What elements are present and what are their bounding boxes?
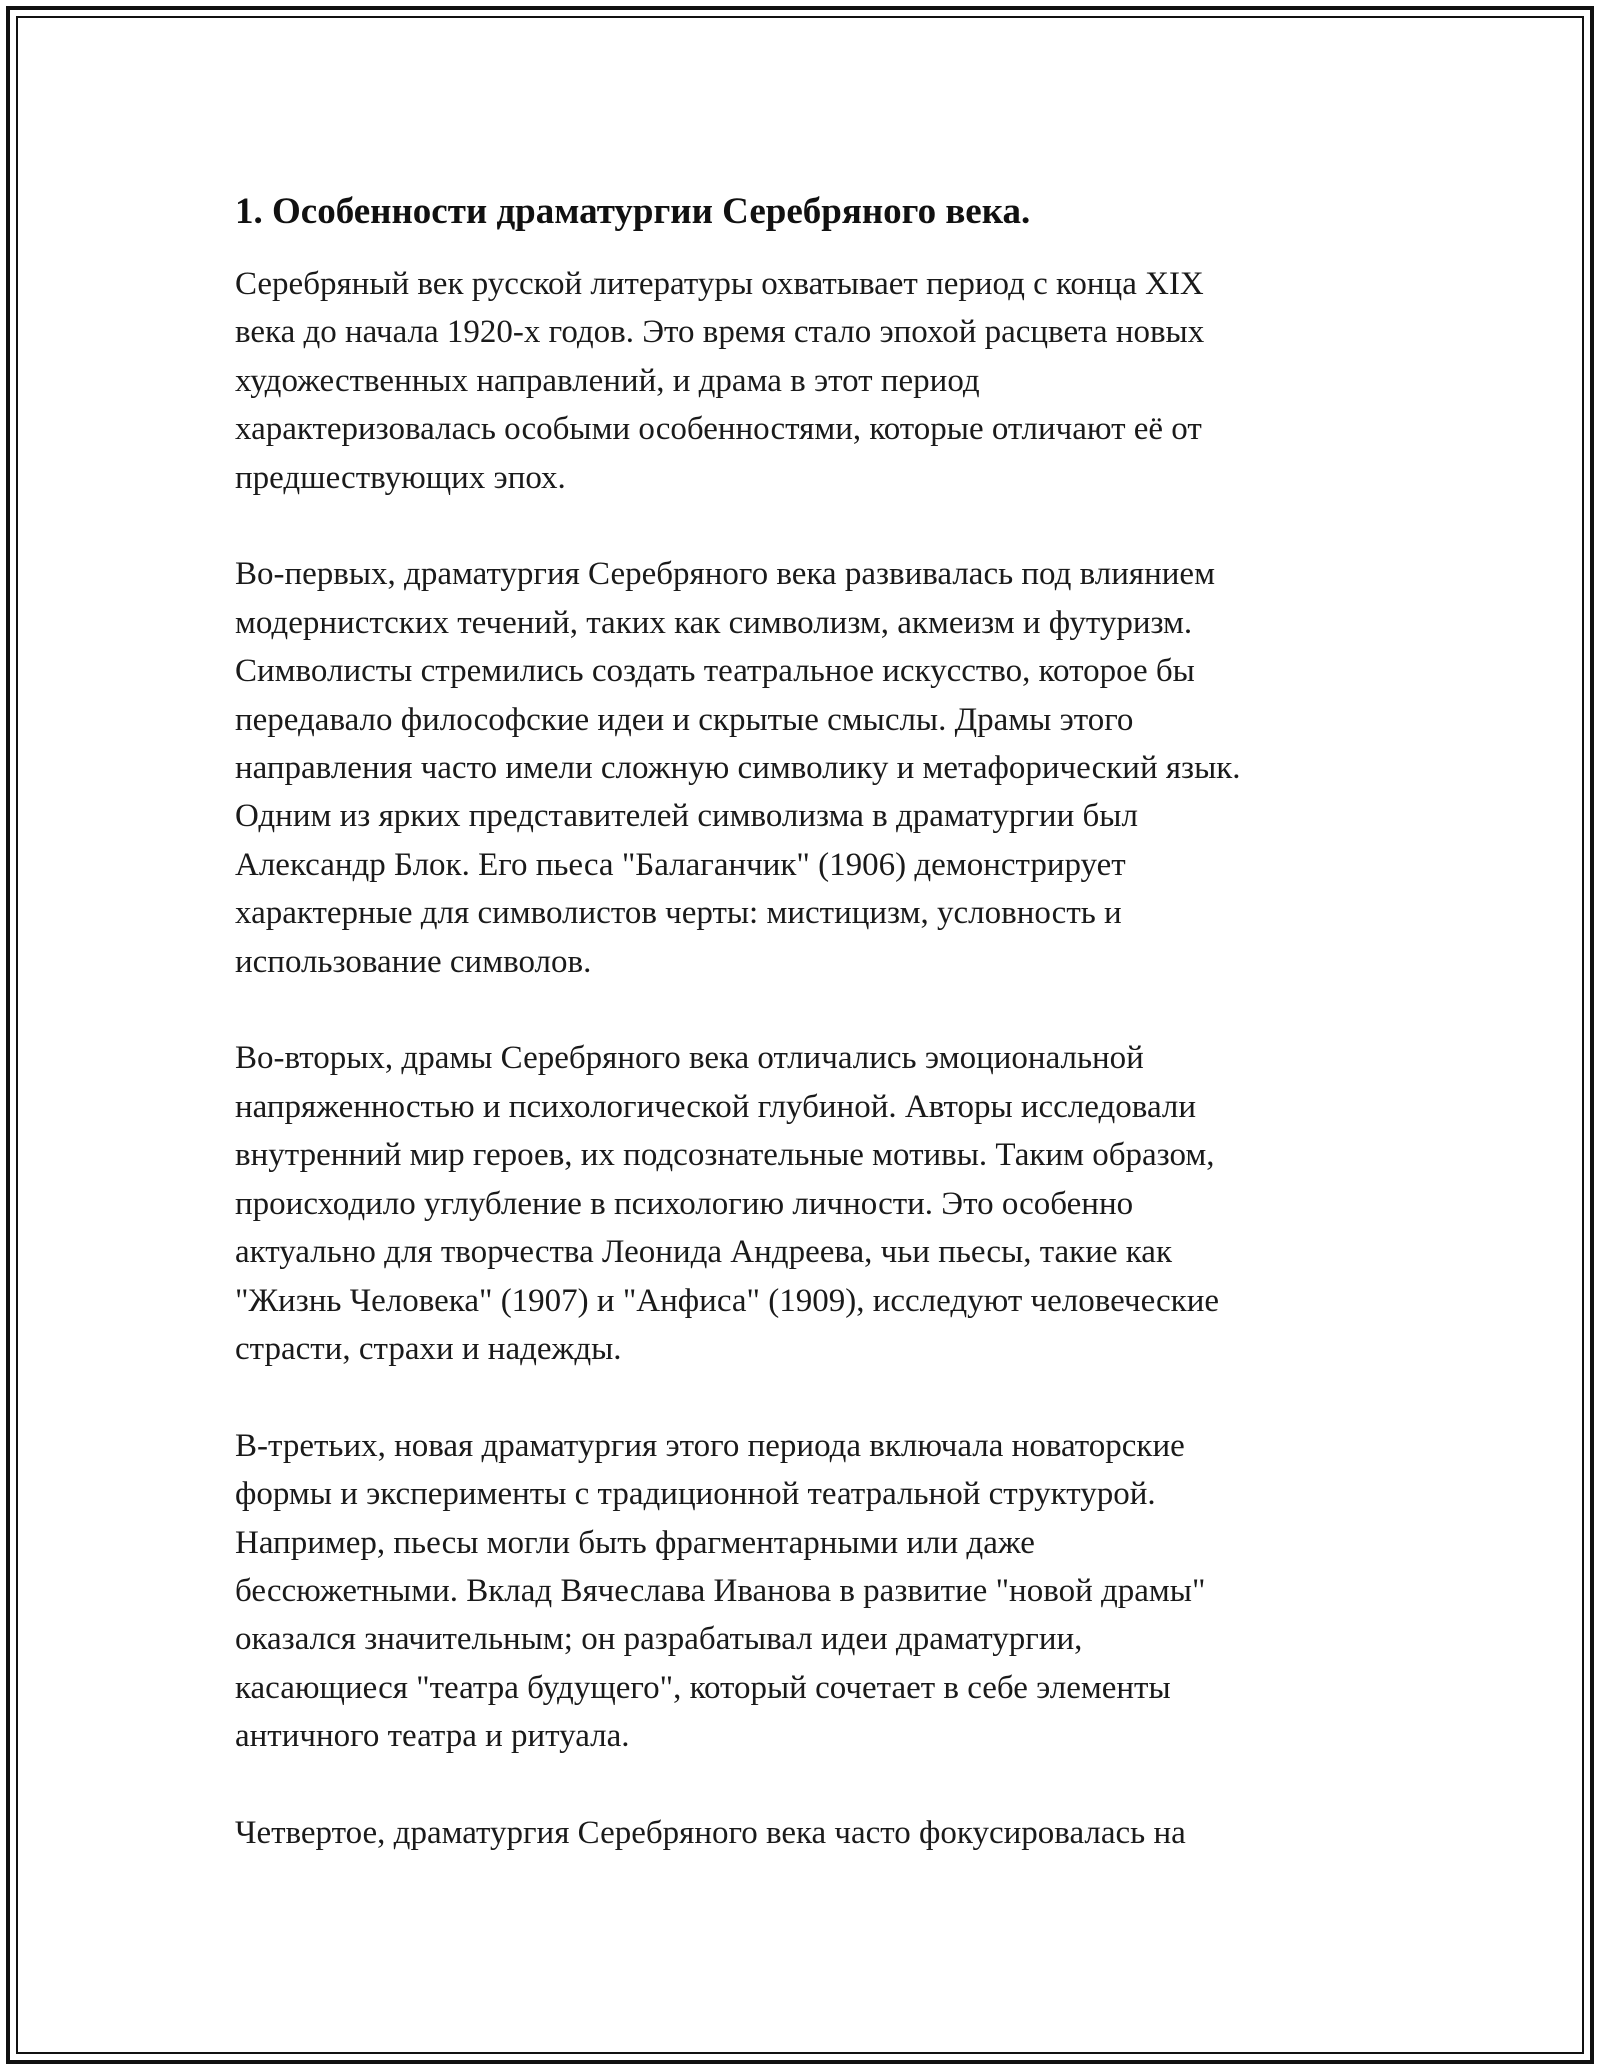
text-line: формы и эксперименты с традиционной театральной структурой.	[235, 1476, 1156, 1513]
text-line: художественных направлений, и драма в этот период	[235, 362, 980, 399]
text-line: касающиеся "театра будущего", который сочетает в себе элементы	[235, 1669, 1171, 1706]
text-line: Одним из ярких представителей символизма в драматургии был	[235, 798, 1138, 835]
text-line: происходило углубление в психологию личности. Это особенно	[235, 1185, 1134, 1222]
paragraph-third	[235, 1422, 1375, 1761]
text-line: Четвертое, драматургия Серебряного века часто фокусировалась на	[235, 1814, 1186, 1851]
paragraph-first	[235, 550, 1375, 986]
text-line: страсти, страхи и надежды.	[235, 1330, 622, 1367]
text-line: актуально для творчества Леонида Андреева, чьи пьесы, такие как	[235, 1234, 1172, 1271]
text-line: В-третьих, новая драматургия этого периода включала новаторские	[235, 1427, 1185, 1464]
text-line: передавало философские идеи и скрытые смыслы. Драмы этого	[235, 701, 1134, 738]
text-line: характеризовалась особыми особенностями, которые отличают её от	[235, 411, 1202, 448]
text-line: античного театра и ритуала.	[235, 1718, 630, 1755]
text-line: Символисты стремились создать театральное искусство, которое бы	[235, 653, 1195, 690]
text-line: Во-первых, драматургия Серебряного века развивалась под влиянием	[235, 556, 1215, 593]
text-line: бессюжетными. Вклад Вячеслава Иванова в развитие "новой драмы"	[235, 1572, 1206, 1609]
text-line: модернистских течений, таких как символизм, акмеизм и футуризм.	[235, 604, 1193, 641]
paragraph-intro	[235, 260, 1375, 502]
text-line: века до начала 1920-х годов. Это время стало эпохой расцвета новых	[235, 314, 1205, 351]
text-line: внутренний мир героев, их подсознательные мотивы. Таким образом,	[235, 1137, 1215, 1174]
text-line: оказался значительным; он разрабатывал идеи драматургии,	[235, 1621, 1083, 1658]
section-heading: 1. Особенности драматургии Серебряного века.	[235, 191, 1031, 232]
text-line: направления часто имели сложную символику и метафорический язык.	[235, 750, 1241, 787]
text-line: Например, пьесы могли быть фрагментарными или даже	[235, 1524, 1035, 1561]
text-line: использование символов.	[235, 943, 592, 980]
document-body	[235, 188, 1375, 1906]
text-line: характерные для символистов черты: мистицизм, условность и	[235, 895, 1122, 932]
paragraph-fourth	[235, 1809, 1375, 1857]
text-line: "Жизнь Человека" (1907) и "Анфиса" (1909), исследуют человеческие	[235, 1282, 1220, 1319]
text-line: предшествующих эпох.	[235, 459, 566, 496]
text-line: Александр Блок. Его пьеса "Балаганчик" (1906) демонстрирует	[235, 846, 1126, 883]
text-line: напряженностью и психологической глубиной. Авторы исследовали	[235, 1088, 1197, 1125]
paragraph-second	[235, 1034, 1375, 1373]
text-line: Во-вторых, драмы Серебряного века отличались эмоциональной	[235, 1040, 1144, 1077]
text-line: Серебряный век русской литературы охватывает период с конца XIX	[235, 266, 1204, 302]
